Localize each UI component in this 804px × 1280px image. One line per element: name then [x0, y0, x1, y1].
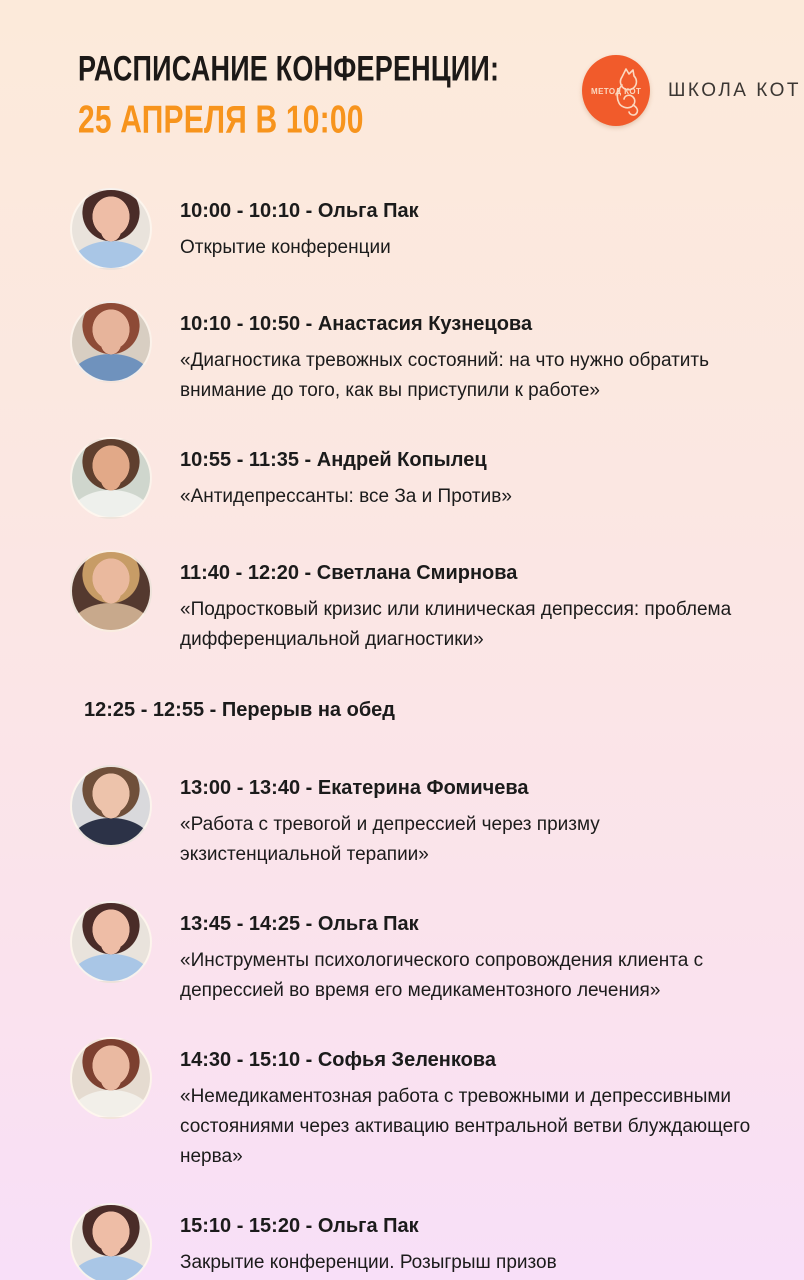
- item-talk-title: «Подростковый кризис или клиническая депрессия: проблема дифференциальной диагностики»: [180, 599, 732, 651]
- poster-title: РАСПИСАНИЕ КОНФЕРЕНЦИИ:: [78, 49, 500, 89]
- separator: -: [300, 313, 318, 335]
- item-time: 13:00 - 13:40: [180, 777, 301, 800]
- item-time: 11:40 - 12:20: [180, 562, 299, 585]
- item-talk-title: «Диагностика тревожных состояний: на что нужно обратить внимание до того, как вы приступили к работе»: [180, 350, 710, 402]
- schedule-item-8: [70, 1203, 760, 1280]
- poster-date: 25 АПРЕЛЯ В 10:00: [78, 98, 364, 142]
- item-heading: [180, 198, 419, 224]
- speaker-avatar: [70, 301, 152, 383]
- cat-outline-icon: [609, 65, 643, 122]
- separator: -: [300, 777, 318, 800]
- separator: -: [300, 1049, 318, 1072]
- item-talk-title: «Работа с тревогой и депрессией через призму экзистенциальной терапии»: [180, 814, 600, 866]
- item-talk-title: Открытие конференции: [180, 237, 391, 258]
- item-speaker: Светлана Смирнова: [316, 562, 518, 585]
- speaker-avatar: [70, 1203, 152, 1280]
- separator: -: [298, 562, 317, 585]
- item-speaker: Ольга Пак: [317, 913, 419, 936]
- separator: -: [300, 1215, 318, 1238]
- item-speaker: Софья Зеленкова: [317, 1049, 496, 1072]
- item-talk-title: Закрытие конференции. Розыгрыш призов: [180, 1252, 557, 1274]
- logo-badge: [582, 55, 650, 126]
- item-time: 10:55 - 11:35: [180, 449, 299, 472]
- break-heading: [84, 697, 395, 723]
- schedule-item-2: [70, 301, 760, 406]
- school-name: ШКОЛА КОТ: [668, 79, 801, 101]
- item-talk-title: «Инструменты психологического сопровождения клиента с депрессией во время его медикаментозного лечения»: [180, 950, 704, 1002]
- schedule-item-4: [70, 550, 760, 655]
- schedule-item-3: [70, 437, 760, 519]
- separator: -: [298, 449, 317, 472]
- item-time: 13:45 - 14:25: [180, 913, 301, 936]
- item-heading: [180, 775, 760, 801]
- speaker-avatar: [70, 550, 152, 632]
- schedule-break: [70, 697, 760, 723]
- item-heading: [180, 1213, 557, 1239]
- break-label: Перерыв на обед: [221, 699, 395, 722]
- item-speaker: Анастасия Кузнецова: [317, 313, 533, 335]
- schedule-list: [70, 188, 760, 1280]
- speaker-avatar: [70, 437, 152, 519]
- item-speaker: Екатерина Фомичева: [317, 777, 529, 800]
- schedule-item-5: [70, 765, 760, 870]
- speaker-avatar: [70, 1037, 152, 1119]
- item-time: 10:00 - 10:10: [180, 200, 301, 222]
- item-heading: [180, 560, 760, 586]
- speaker-avatar: [70, 765, 152, 847]
- brand-logo: [582, 55, 801, 126]
- item-time: 10:10 - 10:50: [180, 313, 301, 335]
- schedule-item-1: [70, 188, 760, 270]
- schedule-item-7: [70, 1037, 760, 1172]
- item-heading: [180, 1047, 760, 1073]
- separator: -: [300, 913, 318, 936]
- item-speaker: Ольга Пак: [317, 1215, 419, 1238]
- item-talk-title: «Антидепрессанты: все За и Против»: [180, 486, 512, 508]
- item-heading: [180, 311, 760, 337]
- separator: -: [204, 699, 222, 722]
- speaker-avatar: [70, 188, 152, 270]
- schedule-item-6: [70, 901, 760, 1006]
- poster-header: [78, 49, 500, 142]
- item-time: 15:10 - 15:20: [180, 1215, 301, 1238]
- item-heading: [180, 447, 512, 473]
- item-talk-title: «Немедикаментозная работа с тревожными и депрессивными состояниями через активацию вентральной ветви блуждающего нерва»: [180, 1086, 751, 1168]
- logo-badge-label: МЕТОД КОТ: [591, 87, 642, 96]
- item-speaker: Андрей Копылец: [316, 449, 487, 472]
- separator: -: [300, 200, 318, 222]
- break-time: 12:25 - 12:55: [84, 699, 205, 722]
- speaker-avatar: [70, 901, 152, 983]
- item-time: 14:30 - 15:10: [180, 1049, 301, 1072]
- item-heading: [180, 911, 740, 937]
- item-speaker: Ольга Пак: [317, 200, 419, 222]
